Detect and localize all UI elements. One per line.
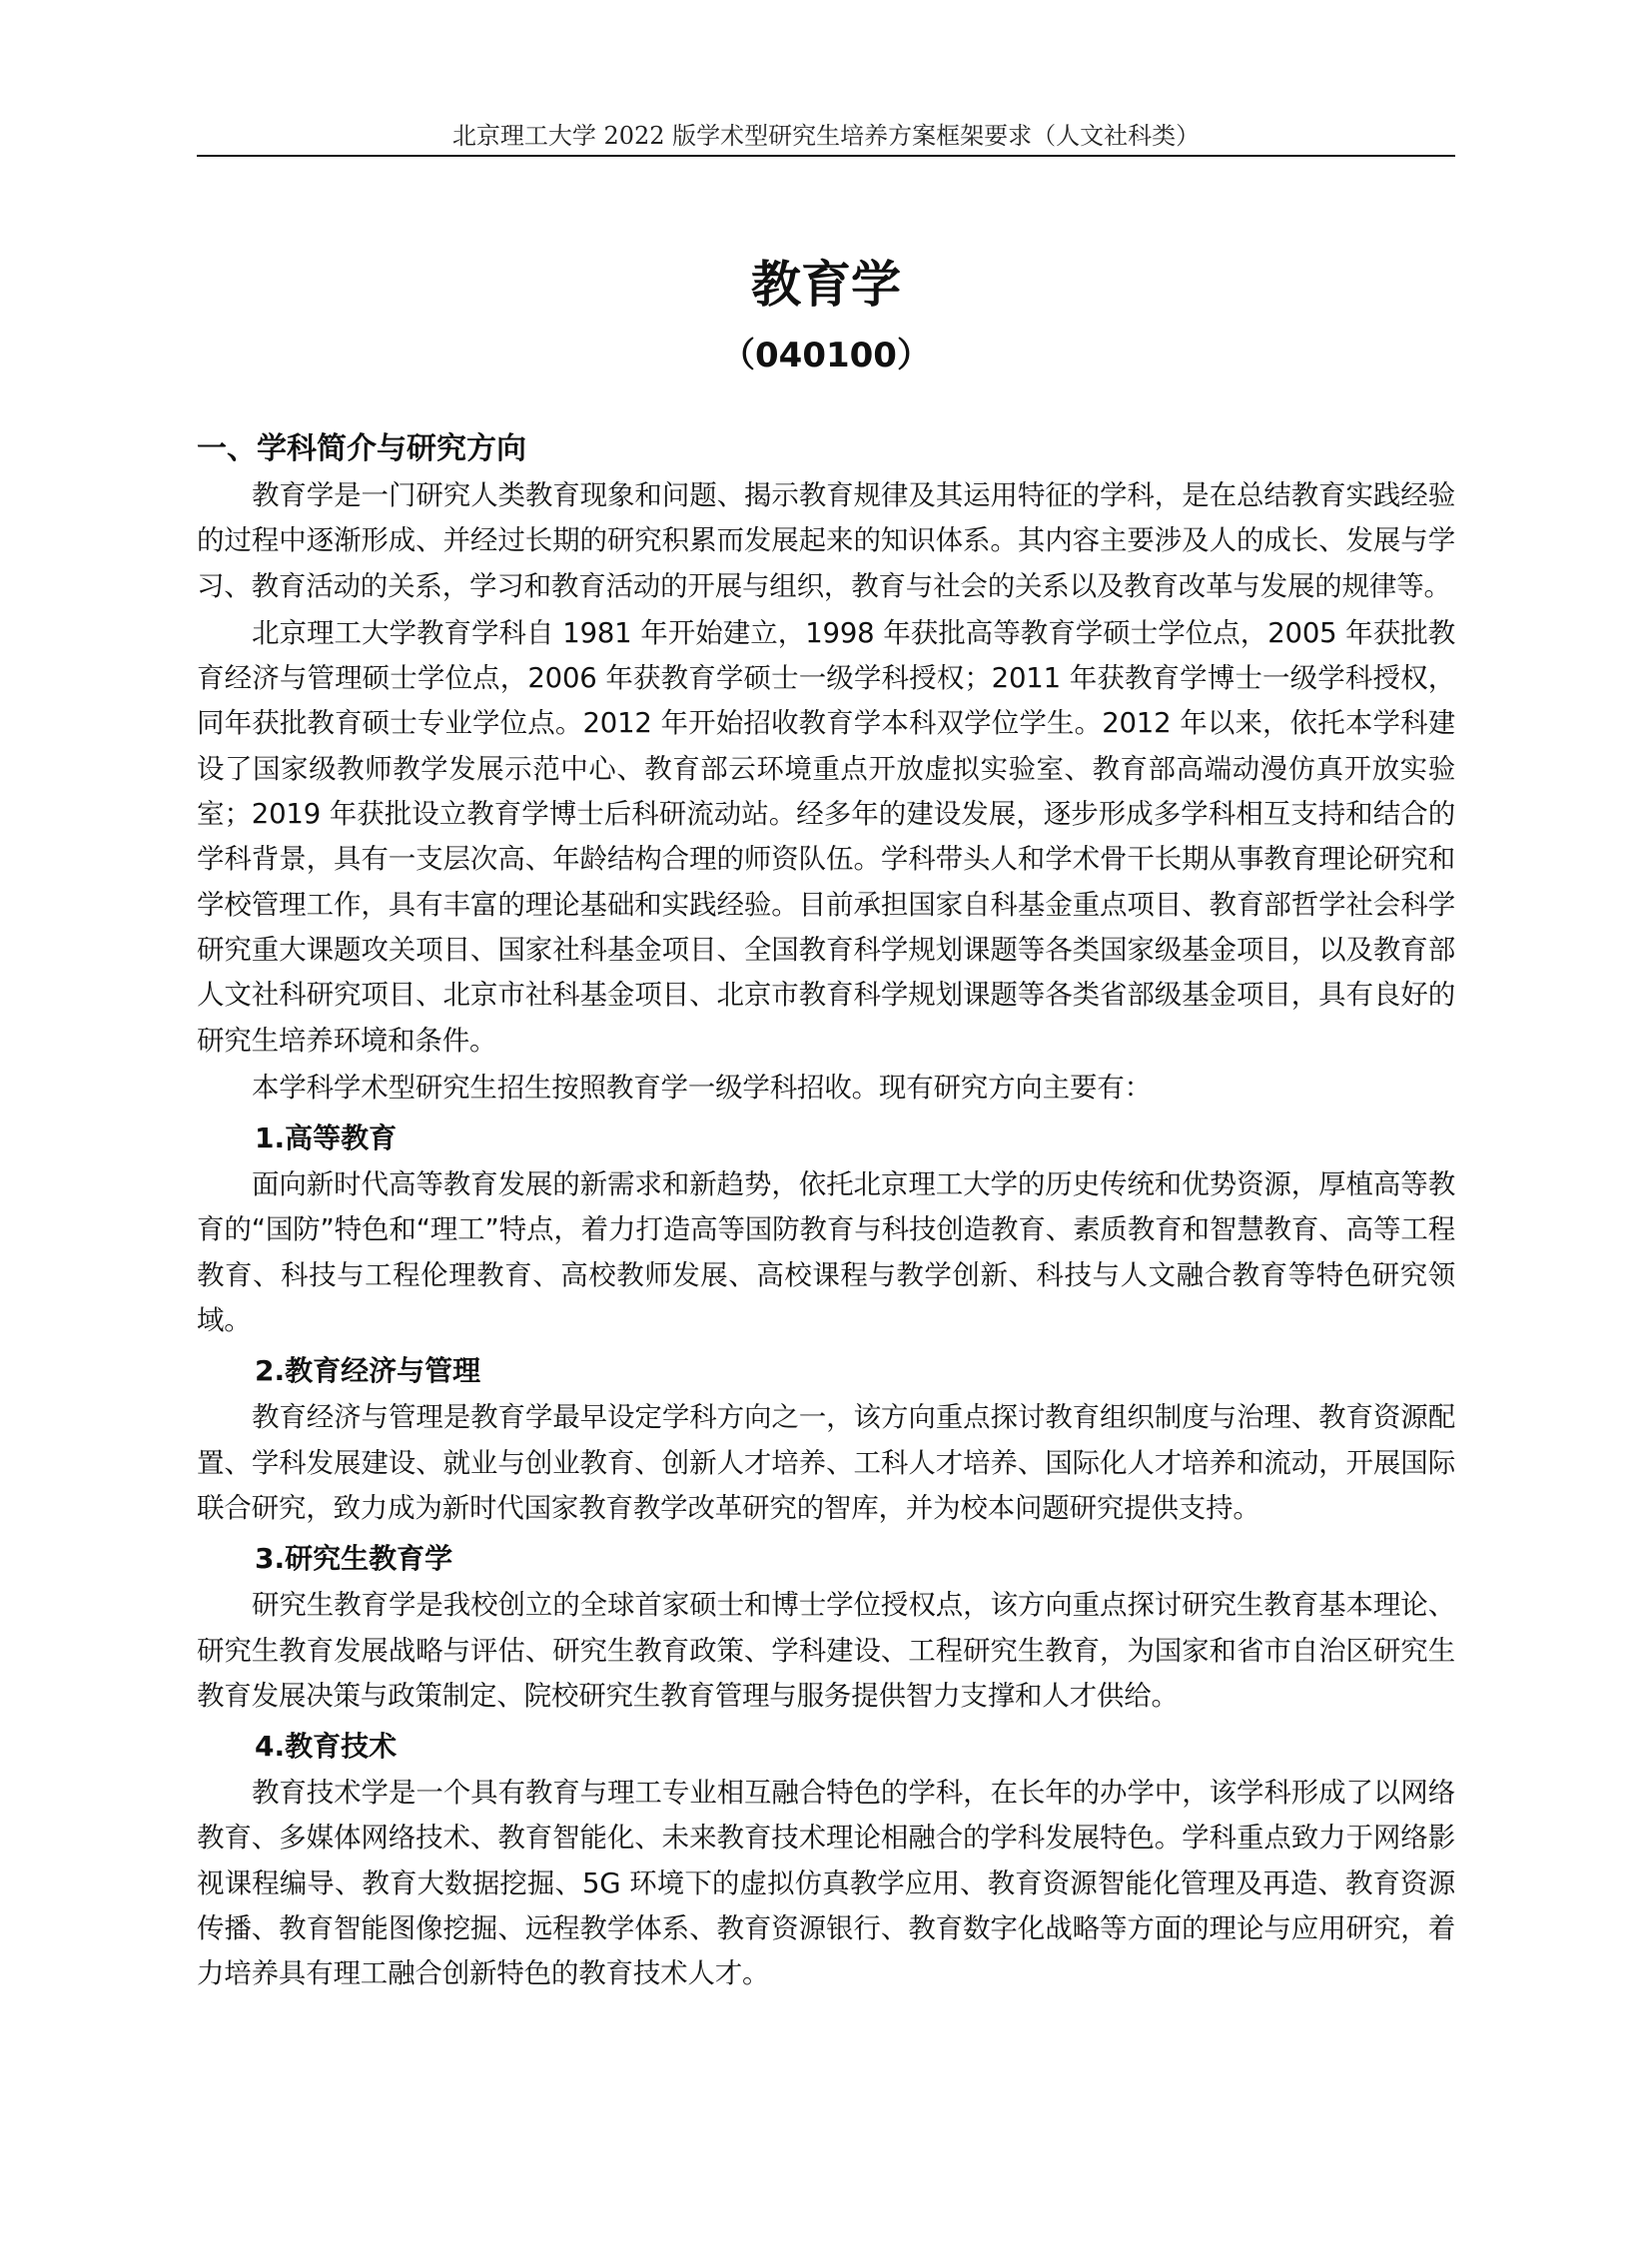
direction-heading-educational-technology: 4.教育技术 xyxy=(255,1730,398,1764)
header-rule xyxy=(197,155,1455,157)
direction-heading-economics-management: 2.教育经济与管理 xyxy=(255,1354,481,1388)
direction-text-educational-technology: 教育技术学是一个具有教育与理工专业相互融合特色的学科，在长年的办学中，该学科形成了以网络教育、多媒体网络技术、教育智能化、未来教育技术理论相融合的学科发展特色。学科重点致力于网络影视课程编导、教育大数据挖掘、5G 环境下的虚拟仿真教学应用、教育资源智能化管理及再造、教育资源传播、教育智能图像挖掘、远程教学体系、教育资源银行、教育数字化战略等方面的理论与应用研究，着力培养具有理工融合创新特色的教育技术人才。 xyxy=(197,1777,1455,1990)
section-heading: 一、学科简介与研究方向 xyxy=(197,431,526,466)
direction-heading-graduate-education: 3.研究生教育学 xyxy=(255,1542,453,1576)
running-header: 北京理工大学 2022 版学术型研究生培养方案框架要求（人文社科类） xyxy=(451,122,1201,150)
direction-text-graduate-education: 研究生教育学是我校创立的全球首家硕士和博士学位授权点，该方向重点探讨研究生教育基本理论、研究生教育发展战略与评估、研究生教育政策、学科建设、工程研究生教育，为国家和省市自治区研究生教育发展决策与政策制定、院校研究生教育管理与服务提供智力支撑和人才供给。 xyxy=(197,1589,1455,1712)
directions-intro-paragraph: 本学科学术型研究生招生按照教育学一级学科招收。现有研究方向主要有： xyxy=(252,1071,1152,1104)
section-1 xyxy=(197,427,1455,1997)
intro-paragraph: 教育学是一门研究人类教育现象和问题、揭示教育规律及其运用特征的学科，是在总结教育实践经验的过程中逐渐形成、并经过长期的研究积累而发展起来的知识体系。其内容主要涉及人的成长、发展与学习、教育活动的关系，学习和教育活动的开展与组织，教育与社会的关系以及教育改革与发展的规律等。 xyxy=(197,479,1455,602)
document-title: 教育学 xyxy=(751,256,901,314)
direction-text-higher-education: 面向新时代高等教育发展的新需求和新趋势，依托北京理工大学的历史传统和优势资源，厚植高等教育的“国防”特色和“理工”特点，着力打造高等国防教育与科技创造教育、素质教育和智慧教育、高等工程教育、科技与工程伦理教育、高校教师发展、高校课程与教学创新、科技与人文融合教育等特色研究领域。 xyxy=(197,1168,1455,1337)
discipline-code: （040100） xyxy=(721,336,931,375)
direction-text-economics-management: 教育经济与管理是教育学最早设定学科方向之一，该方向重点探讨教育组织制度与治理、教育资源配置、学科发展建设、就业与创业教育、创新人才培养、工科人才培养、国际化人才培养和流动，开展国际联合研究，致力成为新时代国家教育教学改革研究的智库，并为校本问题研究提供支持。 xyxy=(197,1401,1455,1524)
direction-heading-higher-education: 1.高等教育 xyxy=(255,1121,398,1155)
history-paragraph: 北京理工大学教育学科自 1981 年开始建立，1998 年获批高等教育学硕士学位点，2005 年获批教育经济与管理硕士学位点，2006 年获教育学硕士一级学科授权；2011 年获教育学博士一级学科授权，同年获批教育硕士专业学位点。2012 年开始招收教育学本科双学位学生。2012 年以来，依托本学科建设了国家级教师教学发展示范中心、教育部云环境重点开放虚拟实验室、教育部高端动漫仿真开放实验室；2019 年获批设立教育学博士后科研流动站。经多年的建设发展，逐步形成多学科相互支持和结合的学科背景，具有一支层次高、年龄结构合理的师资队伍。学科带头人和学术骨干长期从事教育理论研究和学校管理工作，具有丰富的理论基础和实践经验。目前承担国家自科基金重点项目、教育部哲学社会科学研究重大课题攻关项目、国家社科基金项目、全国教育科学规划课题等各类国家级基金项目，以及教育部人文社科研究项目、北京市社科基金项目、北京市教育科学规划课题等各类省部级基金项目，具有良好的研究生培养环境和条件。 xyxy=(197,616,1456,1057)
